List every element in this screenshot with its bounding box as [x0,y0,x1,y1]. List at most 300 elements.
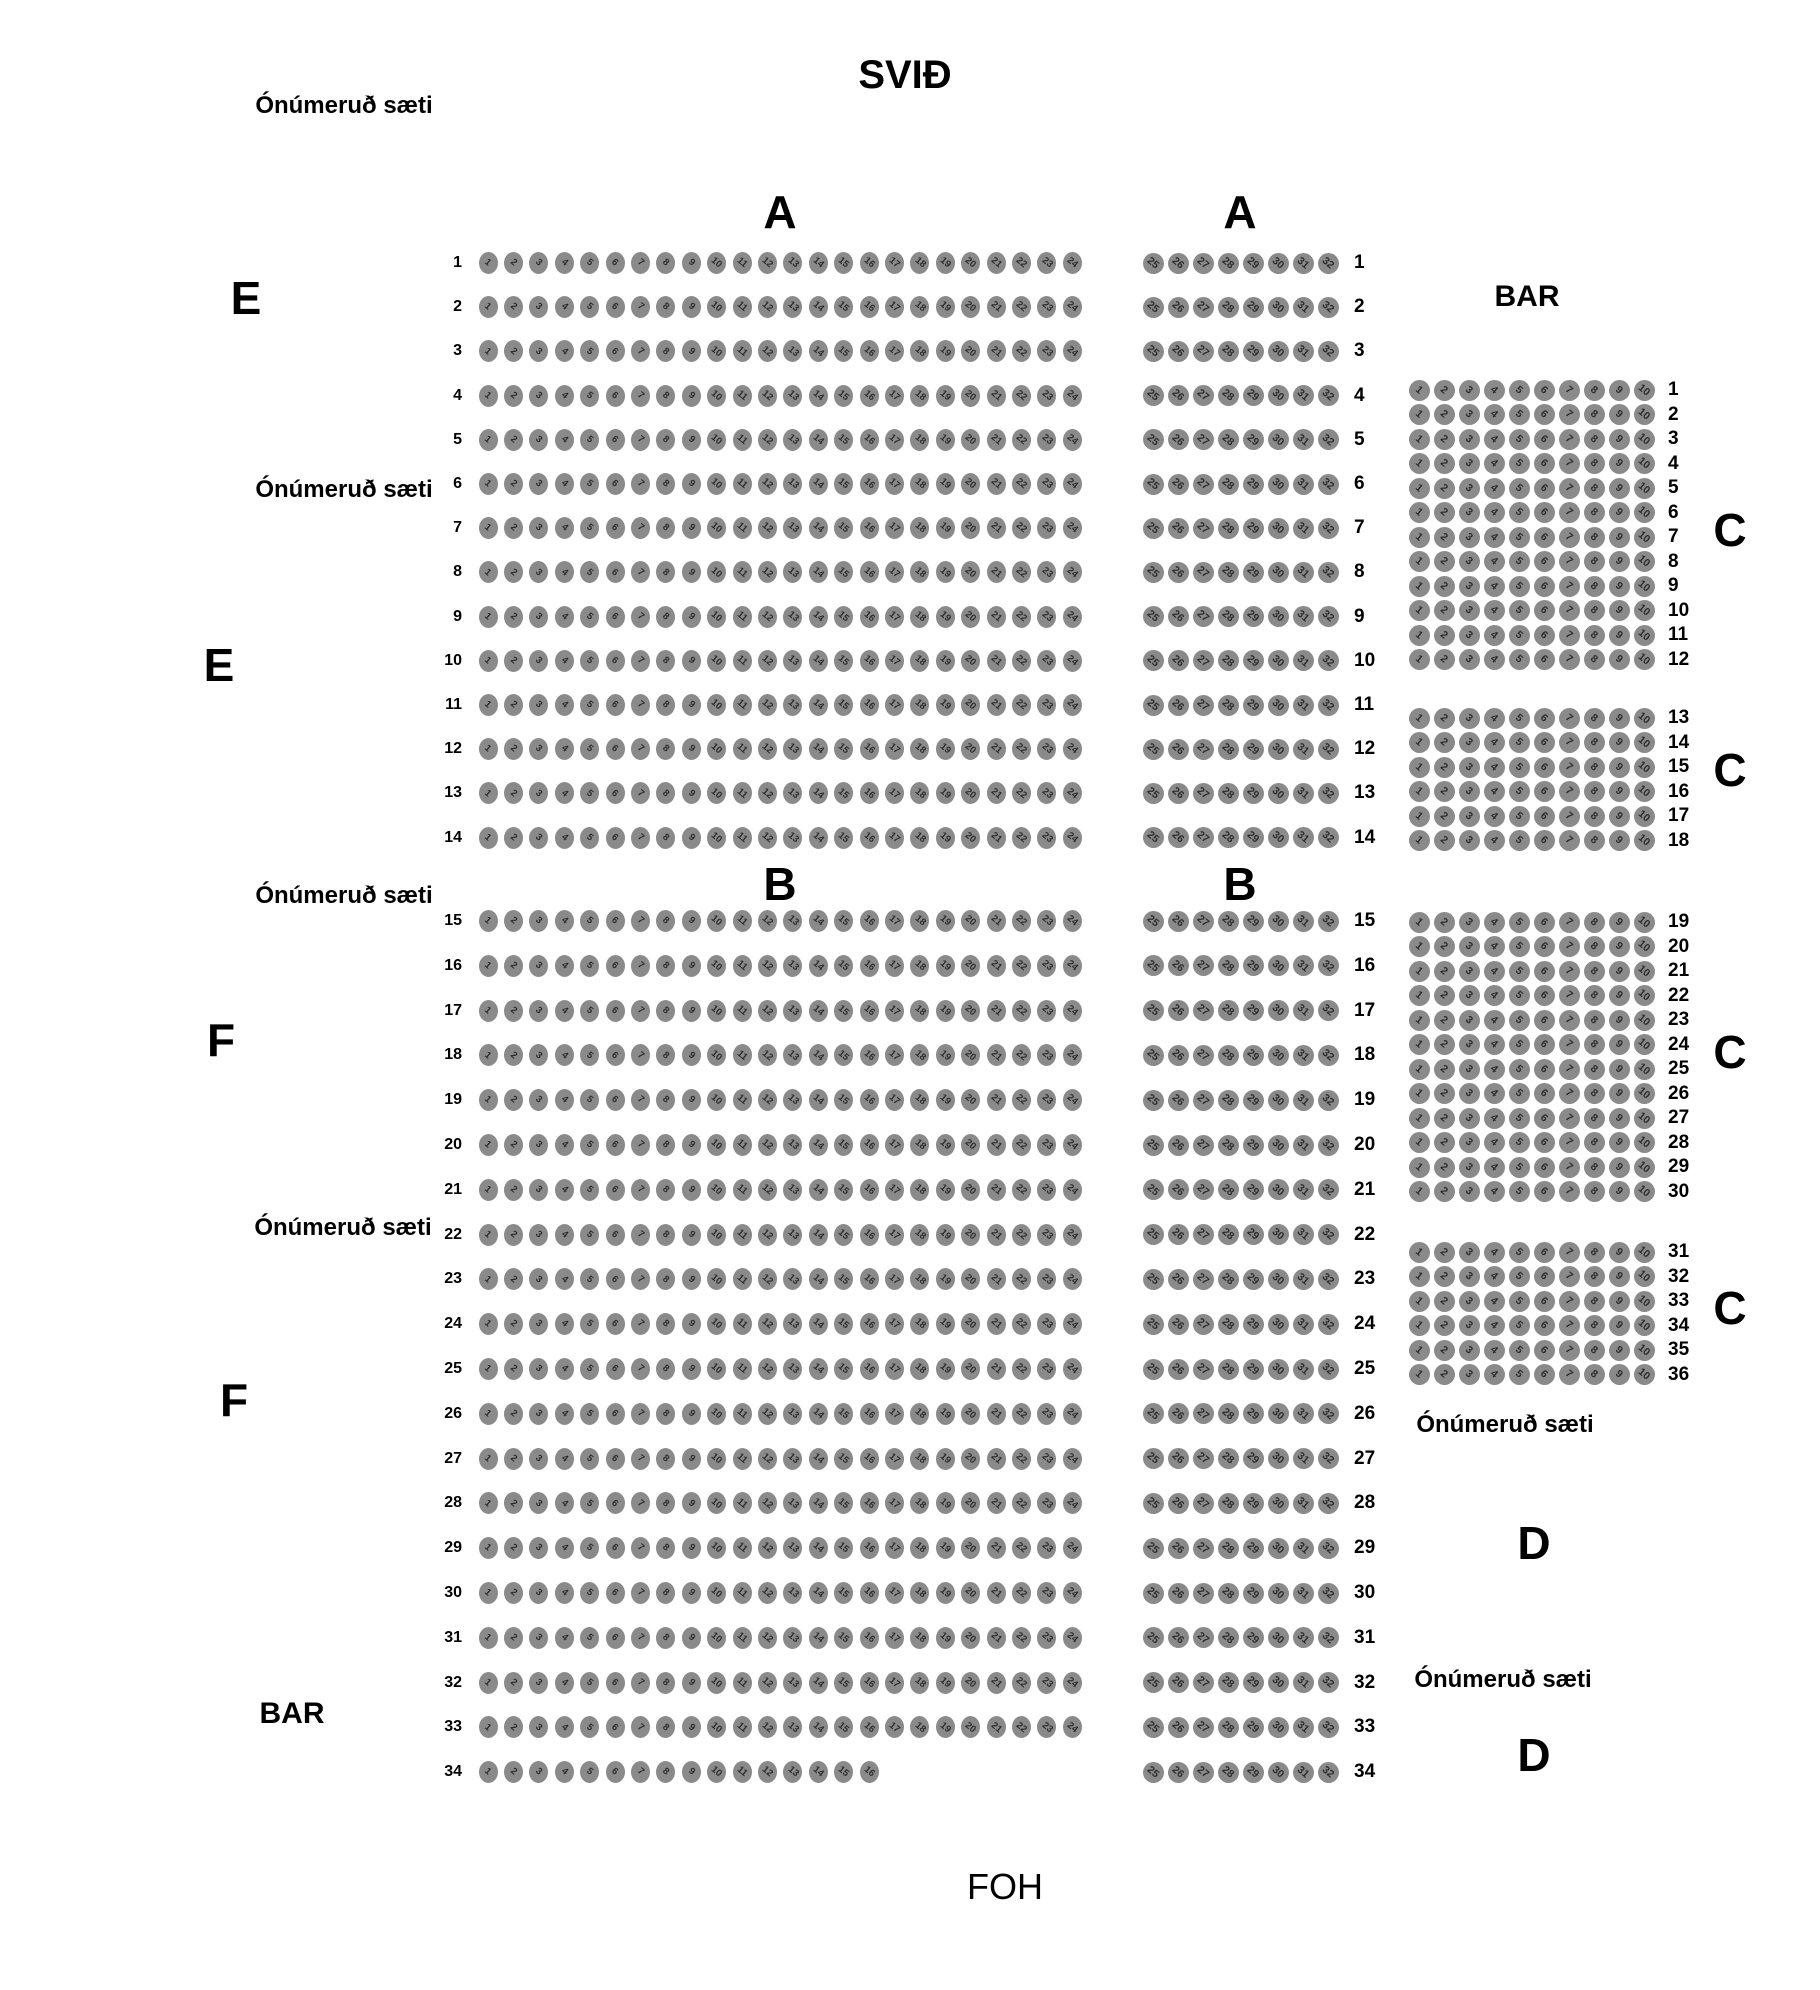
seat[interactable] [834,1268,853,1290]
seat[interactable] [1037,385,1056,407]
seat[interactable] [1434,1034,1455,1055]
seat[interactable] [1318,1359,1339,1380]
seat[interactable] [1268,783,1289,804]
seat[interactable] [1509,1132,1530,1153]
seat[interactable] [910,1358,929,1380]
seat[interactable] [961,561,980,583]
seat[interactable] [504,1492,523,1514]
seat[interactable] [504,910,523,932]
seat[interactable] [1459,732,1480,753]
seat[interactable] [606,1582,625,1604]
seat[interactable] [936,827,955,849]
seat[interactable] [479,606,498,628]
seat[interactable] [1559,1364,1580,1385]
seat[interactable] [1409,1291,1430,1312]
seat[interactable] [1484,1291,1505,1312]
seat[interactable] [1293,739,1314,760]
seat[interactable] [682,694,701,716]
seat[interactable] [1063,561,1082,583]
seat[interactable] [1218,562,1239,583]
seat[interactable] [555,1672,574,1694]
seat[interactable] [682,296,701,318]
seat[interactable] [1559,1315,1580,1336]
seat[interactable] [580,738,599,760]
seat[interactable] [606,517,625,539]
seat[interactable] [961,1179,980,1201]
seat[interactable] [1634,781,1655,802]
seat[interactable] [1459,757,1480,778]
seat[interactable] [504,1627,523,1649]
seat[interactable] [758,296,777,318]
seat[interactable] [987,1627,1006,1649]
seat[interactable] [1434,806,1455,827]
seat[interactable] [529,955,548,977]
seat[interactable] [1063,1044,1082,1066]
seat[interactable] [656,782,675,804]
seat[interactable] [758,1761,777,1783]
seat[interactable] [1193,1359,1214,1380]
seat[interactable] [1484,576,1505,597]
seat[interactable] [1318,429,1339,450]
seat[interactable] [987,1089,1006,1111]
seat[interactable] [1193,518,1214,539]
seat[interactable] [1293,385,1314,406]
seat[interactable] [936,1134,955,1156]
seat[interactable] [1318,1269,1339,1290]
seat[interactable] [529,1224,548,1246]
seat[interactable] [860,1358,879,1380]
seat[interactable] [606,1761,625,1783]
seat[interactable] [504,340,523,362]
seat[interactable] [1218,783,1239,804]
seat[interactable] [1218,1583,1239,1604]
seat[interactable] [682,385,701,407]
seat[interactable] [987,1403,1006,1425]
seat[interactable] [1218,1538,1239,1559]
seat[interactable] [1318,606,1339,627]
seat[interactable] [1409,404,1430,425]
seat[interactable] [1484,1083,1505,1104]
seat[interactable] [783,694,802,716]
seat[interactable] [1509,649,1530,670]
seat[interactable] [707,1224,726,1246]
seat[interactable] [1534,576,1555,597]
seat[interactable] [1193,606,1214,627]
seat[interactable] [758,1537,777,1559]
seat[interactable] [1509,1181,1530,1202]
seat[interactable] [834,910,853,932]
seat[interactable] [1037,1582,1056,1604]
seat[interactable] [910,385,929,407]
seat[interactable] [733,1672,752,1694]
seat[interactable] [1037,606,1056,628]
seat[interactable] [783,473,802,495]
seat[interactable] [1218,1448,1239,1469]
seat[interactable] [606,1044,625,1066]
seat[interactable] [910,517,929,539]
seat[interactable] [1063,1268,1082,1290]
seat[interactable] [936,738,955,760]
seat[interactable] [631,296,650,318]
seat[interactable] [1484,936,1505,957]
seat[interactable] [555,473,574,495]
seat[interactable] [1168,606,1189,627]
seat[interactable] [961,1672,980,1694]
seat[interactable] [1559,1340,1580,1361]
seat[interactable] [885,827,904,849]
seat[interactable] [1409,478,1430,499]
seat[interactable] [580,1000,599,1022]
seat[interactable] [1218,911,1239,932]
seat[interactable] [1559,1157,1580,1178]
seat[interactable] [555,1179,574,1201]
seat[interactable] [479,429,498,451]
seat[interactable] [885,1268,904,1290]
seat[interactable] [783,782,802,804]
seat[interactable] [1434,1242,1455,1263]
seat[interactable] [580,910,599,932]
seat[interactable] [1218,1045,1239,1066]
seat[interactable] [1484,625,1505,646]
seat[interactable] [606,1268,625,1290]
seat[interactable] [1634,1315,1655,1336]
seat[interactable] [631,1134,650,1156]
seat[interactable] [936,385,955,407]
seat[interactable] [555,1268,574,1290]
seat[interactable] [656,1448,675,1470]
seat[interactable] [1584,625,1605,646]
seat[interactable] [987,1179,1006,1201]
seat[interactable] [555,1448,574,1470]
seat[interactable] [1484,1315,1505,1336]
seat[interactable] [656,1089,675,1111]
seat[interactable] [1409,1181,1430,1202]
seat[interactable] [1268,1314,1289,1335]
seat[interactable] [936,1448,955,1470]
seat[interactable] [1012,1537,1031,1559]
seat[interactable] [1193,1583,1214,1604]
seat[interactable] [834,561,853,583]
seat[interactable] [1434,1132,1455,1153]
seat[interactable] [1037,1492,1056,1514]
seat[interactable] [682,650,701,672]
seat[interactable] [1409,1059,1430,1080]
seat[interactable] [961,1403,980,1425]
seat[interactable] [707,429,726,451]
seat[interactable] [1609,502,1630,523]
seat[interactable] [987,385,1006,407]
seat[interactable] [1037,782,1056,804]
seat[interactable] [987,1492,1006,1514]
seat[interactable] [1459,478,1480,499]
seat[interactable] [1534,1364,1555,1385]
seat[interactable] [961,1268,980,1290]
seat[interactable] [707,650,726,672]
seat[interactable] [1484,600,1505,621]
seat[interactable] [1634,551,1655,572]
seat[interactable] [479,694,498,716]
seat[interactable] [1293,606,1314,627]
seat[interactable] [1434,478,1455,499]
seat[interactable] [1634,649,1655,670]
seat[interactable] [580,1313,599,1335]
seat[interactable] [504,1268,523,1290]
seat[interactable] [885,1716,904,1738]
seat[interactable] [1318,1493,1339,1514]
seat[interactable] [1037,1268,1056,1290]
seat[interactable] [834,296,853,318]
seat[interactable] [1634,1108,1655,1129]
seat[interactable] [809,1268,828,1290]
seat[interactable] [1609,649,1630,670]
seat[interactable] [834,1582,853,1604]
seat[interactable] [936,1268,955,1290]
seat[interactable] [783,827,802,849]
seat[interactable] [707,782,726,804]
seat[interactable] [783,1537,802,1559]
seat[interactable] [1193,955,1214,976]
seat[interactable] [1609,806,1630,827]
seat[interactable] [1509,551,1530,572]
seat[interactable] [1243,253,1264,274]
seat[interactable] [1268,650,1289,671]
seat[interactable] [1434,1181,1455,1202]
seat[interactable] [1409,912,1430,933]
seat[interactable] [783,517,802,539]
seat[interactable] [1559,1242,1580,1263]
seat[interactable] [1143,827,1164,848]
seat[interactable] [809,1716,828,1738]
seat[interactable] [1012,955,1031,977]
seat[interactable] [1193,1538,1214,1559]
seat[interactable] [1037,1403,1056,1425]
seat[interactable] [1409,1315,1430,1336]
seat[interactable] [1609,1083,1630,1104]
seat[interactable] [1193,783,1214,804]
seat[interactable] [580,1448,599,1470]
seat[interactable] [860,1537,879,1559]
seat[interactable] [656,738,675,760]
seat[interactable] [1509,600,1530,621]
seat[interactable] [606,1448,625,1470]
seat[interactable] [555,782,574,804]
seat[interactable] [479,517,498,539]
seat[interactable] [1318,1403,1339,1424]
seat[interactable] [1484,429,1505,450]
seat[interactable] [504,1582,523,1604]
seat[interactable] [1609,576,1630,597]
seat[interactable] [504,1134,523,1156]
seat[interactable] [479,827,498,849]
seat[interactable] [1409,1083,1430,1104]
seat[interactable] [1609,404,1630,425]
seat[interactable] [504,827,523,849]
seat[interactable] [1534,1132,1555,1153]
seat[interactable] [936,1224,955,1246]
seat[interactable] [1143,1448,1164,1469]
seat[interactable] [1584,781,1605,802]
seat[interactable] [1168,297,1189,318]
seat[interactable] [834,650,853,672]
seat[interactable] [656,1761,675,1783]
seat[interactable] [1012,1448,1031,1470]
seat[interactable] [1012,1358,1031,1380]
seat[interactable] [987,827,1006,849]
seat[interactable] [809,955,828,977]
seat[interactable] [631,1716,650,1738]
seat[interactable] [1409,527,1430,548]
seat[interactable] [834,1716,853,1738]
seat[interactable] [1218,1135,1239,1156]
seat[interactable] [1459,912,1480,933]
seat[interactable] [1143,253,1164,274]
seat[interactable] [910,1179,929,1201]
seat[interactable] [885,1537,904,1559]
seat[interactable] [1434,961,1455,982]
seat[interactable] [1409,380,1430,401]
seat[interactable] [809,1179,828,1201]
seat[interactable] [1243,955,1264,976]
seat[interactable] [1484,830,1505,851]
seat[interactable] [606,782,625,804]
seat[interactable] [606,1000,625,1022]
seat[interactable] [1218,518,1239,539]
seat[interactable] [606,1179,625,1201]
seat[interactable] [1559,806,1580,827]
seat[interactable] [479,385,498,407]
seat[interactable] [1509,576,1530,597]
seat[interactable] [1293,429,1314,450]
seat[interactable] [1168,650,1189,671]
seat[interactable] [961,1089,980,1111]
seat[interactable] [555,1000,574,1022]
seat[interactable] [885,1000,904,1022]
seat[interactable] [910,1089,929,1111]
seat[interactable] [1143,429,1164,450]
seat[interactable] [631,1089,650,1111]
seat[interactable] [1193,1403,1214,1424]
seat[interactable] [606,738,625,760]
seat[interactable] [1559,404,1580,425]
seat[interactable] [1318,1583,1339,1604]
seat[interactable] [1409,551,1430,572]
seat[interactable] [1168,1583,1189,1604]
seat[interactable] [479,1134,498,1156]
seat[interactable] [1218,1090,1239,1111]
seat[interactable] [1534,1034,1555,1055]
seat[interactable] [606,606,625,628]
seat[interactable] [910,1268,929,1290]
seat[interactable] [529,694,548,716]
seat[interactable] [783,1179,802,1201]
seat[interactable] [1434,1315,1455,1336]
seat[interactable] [1193,429,1214,450]
seat[interactable] [809,1000,828,1022]
seat[interactable] [860,1000,879,1022]
seat[interactable] [656,1268,675,1290]
seat[interactable] [1409,1108,1430,1129]
seat[interactable] [1037,1000,1056,1022]
seat[interactable] [885,910,904,932]
seat[interactable] [1012,694,1031,716]
seat[interactable] [1168,1359,1189,1380]
seat[interactable] [529,473,548,495]
seat[interactable] [1459,1364,1480,1385]
seat[interactable] [987,296,1006,318]
seat[interactable] [1459,936,1480,957]
seat[interactable] [707,1716,726,1738]
seat[interactable] [580,1268,599,1290]
seat[interactable] [758,782,777,804]
seat[interactable] [783,1224,802,1246]
seat[interactable] [1143,1135,1164,1156]
seat[interactable] [656,517,675,539]
seat[interactable] [1063,385,1082,407]
seat[interactable] [1268,911,1289,932]
seat[interactable] [1193,253,1214,274]
seat[interactable] [555,1089,574,1111]
seat[interactable] [1218,1269,1239,1290]
seat[interactable] [1193,739,1214,760]
seat[interactable] [1268,1493,1289,1514]
seat[interactable] [580,517,599,539]
seat[interactable] [1609,708,1630,729]
seat[interactable] [606,1537,625,1559]
seat[interactable] [580,1716,599,1738]
seat[interactable] [1293,1269,1314,1290]
seat[interactable] [783,385,802,407]
seat[interactable] [1063,1224,1082,1246]
seat[interactable] [682,1627,701,1649]
seat[interactable] [555,1492,574,1514]
seat[interactable] [606,1627,625,1649]
seat[interactable] [961,1492,980,1514]
seat[interactable] [1584,649,1605,670]
seat[interactable] [1434,380,1455,401]
seat[interactable] [707,252,726,274]
seat[interactable] [1609,429,1630,450]
seat[interactable] [707,738,726,760]
seat[interactable] [682,910,701,932]
seat[interactable] [606,296,625,318]
seat[interactable] [860,1761,879,1783]
seat[interactable] [1293,955,1314,976]
seat[interactable] [1509,1157,1530,1178]
seat[interactable] [1584,936,1605,957]
seat[interactable] [733,782,752,804]
seat[interactable] [1063,340,1082,362]
seat[interactable] [834,1403,853,1425]
seat[interactable] [631,1044,650,1066]
seat[interactable] [1037,955,1056,977]
seat[interactable] [1268,341,1289,362]
seat[interactable] [1409,936,1430,957]
seat[interactable] [809,1044,828,1066]
seat[interactable] [504,1313,523,1335]
seat[interactable] [1584,1034,1605,1055]
seat[interactable] [1584,708,1605,729]
seat[interactable] [885,782,904,804]
seat[interactable] [1218,1224,1239,1245]
seat[interactable] [987,1313,1006,1335]
seat[interactable] [656,473,675,495]
seat[interactable] [1484,453,1505,474]
seat[interactable] [707,1179,726,1201]
seat[interactable] [1584,1083,1605,1104]
seat[interactable] [1634,985,1655,1006]
seat[interactable] [1484,502,1505,523]
seat[interactable] [860,385,879,407]
